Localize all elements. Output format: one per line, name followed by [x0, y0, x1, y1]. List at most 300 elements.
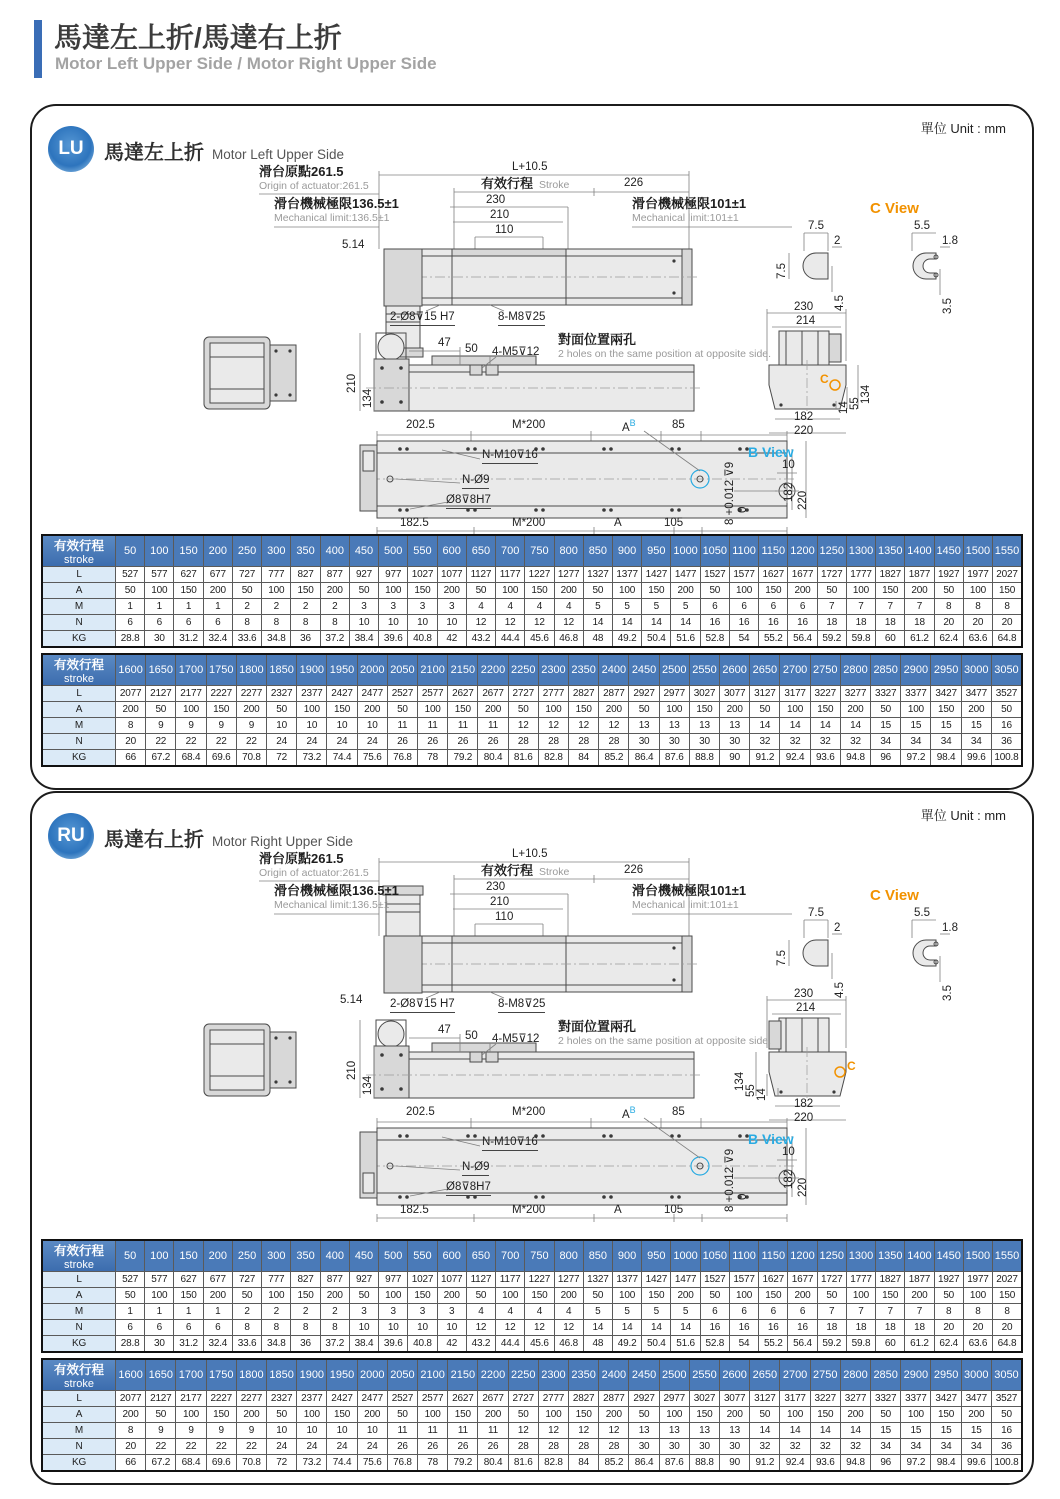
value-cell: 40.8: [408, 1336, 437, 1353]
value-cell: 100: [659, 1407, 689, 1423]
value-cell: 22: [236, 734, 266, 750]
stroke-column-header: 2050: [387, 654, 417, 686]
value-cell: 15: [871, 1423, 901, 1439]
stroke-column-header: 1050: [700, 535, 729, 567]
dim-5-14: 5.14: [340, 994, 363, 1006]
stroke-column-header: 1550: [993, 535, 1022, 567]
value-cell: 50: [349, 1288, 378, 1304]
value-cell: 15: [961, 1423, 991, 1439]
value-cell: 10: [297, 1423, 327, 1439]
value-cell: 12: [538, 718, 568, 734]
value-cell: 10: [408, 615, 437, 631]
stroke-column-header: 50: [116, 1240, 145, 1272]
value-cell: 24: [357, 1439, 387, 1455]
value-cell: 99.6: [961, 1455, 991, 1472]
dim-7-5: 7.5: [808, 220, 824, 232]
table-row: [42, 1336, 1022, 1353]
row-label-cell: N: [42, 1439, 116, 1455]
row-label-cell: KG: [42, 631, 116, 648]
stroke-column-header: 100: [145, 1240, 174, 1272]
dim-134-side: 134: [734, 1071, 746, 1091]
value-cell: 150: [810, 702, 840, 718]
value-cell: 36: [291, 1336, 320, 1353]
value-cell: 73.2: [297, 750, 327, 767]
value-cell: 100: [901, 1407, 931, 1423]
value-cell: 1227: [525, 1272, 554, 1288]
value-cell: 100: [538, 702, 568, 718]
value-cell: 6: [174, 1320, 203, 1336]
dim-4-5-vert: 4.5: [834, 982, 846, 998]
value-cell: 49.2: [612, 631, 641, 648]
value-cell: 45.6: [525, 1336, 554, 1353]
value-cell: 1377: [612, 567, 641, 583]
dim-m200-top: M*200: [512, 1106, 546, 1118]
c-view-label: C View: [870, 887, 919, 904]
value-cell: 1377: [612, 1272, 641, 1288]
value-cell: 32.4: [203, 631, 232, 648]
value-cell: 81.6: [508, 750, 538, 767]
value-cell: 96: [871, 750, 901, 767]
stroke-column-header: 1500: [963, 535, 992, 567]
value-cell: 50: [629, 1407, 659, 1423]
value-cell: 12: [525, 1320, 554, 1336]
value-cell: 55.2: [759, 1336, 788, 1353]
stroke-column-header: 2000: [357, 654, 387, 686]
stroke-column-header: 3000: [961, 1359, 991, 1391]
stroke-label-zh: 有效行程: [481, 176, 534, 191]
stroke-column-header: 700: [496, 535, 525, 567]
table-row: [42, 1320, 1022, 1336]
value-cell: 20: [993, 615, 1022, 631]
value-cell: 88.8: [689, 750, 719, 767]
stroke-column-header: 2750: [810, 654, 840, 686]
value-cell: 50: [583, 583, 612, 599]
stroke-column-header: 2700: [780, 1359, 810, 1391]
value-cell: 54: [729, 1336, 758, 1353]
stroke-column-header: 2650: [750, 654, 780, 686]
value-cell: 16: [788, 615, 817, 631]
dim-230: 230: [486, 881, 506, 893]
value-cell: 11: [478, 718, 508, 734]
value-cell: 150: [291, 1288, 320, 1304]
value-cell: 28: [508, 1439, 538, 1455]
tolerance-label: 8 +0.012 ⊽9: [724, 1148, 736, 1212]
value-cell: 22: [206, 1439, 236, 1455]
value-cell: 2077: [116, 686, 146, 702]
value-cell: 1577: [729, 1272, 758, 1288]
value-cell: 1: [145, 599, 174, 615]
value-cell: 14: [750, 718, 780, 734]
dim-55: 55: [745, 1084, 757, 1097]
value-cell: 2: [262, 599, 291, 615]
value-cell: 11: [448, 718, 478, 734]
value-cell: 51.6: [671, 631, 700, 648]
stroke-column-header: 1950: [327, 654, 357, 686]
stroke-column-header: 1800: [236, 654, 266, 686]
value-cell: 1527: [700, 1272, 729, 1288]
value-cell: 100: [846, 583, 875, 599]
value-cell: 5: [642, 599, 671, 615]
value-cell: 527: [116, 1272, 145, 1288]
value-cell: 22: [146, 1439, 176, 1455]
stroke-column-header: 1350: [876, 535, 905, 567]
stroke-column-header: 1700: [176, 654, 206, 686]
dim-l-stroke: L+10.5: [512, 161, 548, 173]
value-cell: 200: [116, 1407, 146, 1423]
dim-220-bottom: 220: [797, 490, 809, 510]
c-marker: C: [820, 372, 829, 386]
row-label-cell: A: [42, 1288, 116, 1304]
dim-182-side: 182: [794, 1098, 814, 1110]
value-cell: 200: [905, 1288, 934, 1304]
value-cell: 2: [320, 599, 349, 615]
value-cell: 627: [174, 1272, 203, 1288]
value-cell: 2977: [659, 1391, 689, 1407]
stroke-column-header: 1600: [116, 1359, 146, 1391]
stroke-column-header: 2000: [357, 1359, 387, 1391]
value-cell: 6: [145, 615, 174, 631]
value-cell: 4: [466, 1304, 495, 1320]
stroke-column-header: 500: [379, 1240, 408, 1272]
value-cell: 11: [418, 718, 448, 734]
stroke-column-header: 350: [291, 535, 320, 567]
row-label-cell: KG: [42, 750, 116, 767]
value-cell: 28.8: [116, 1336, 145, 1353]
value-cell: 61.2: [905, 631, 934, 648]
value-cell: 74.4: [327, 1455, 357, 1472]
stroke-column-header: 2400: [599, 1359, 629, 1391]
stroke-column-header: 1700: [176, 1359, 206, 1391]
value-cell: 98.4: [931, 750, 961, 767]
value-cell: 68.4: [176, 750, 206, 767]
stroke-column-header: 1900: [297, 654, 327, 686]
stroke-column-header: 1400: [905, 535, 934, 567]
value-cell: 200: [116, 702, 146, 718]
value-cell: 200: [437, 583, 466, 599]
ru-technical-drawing: [34, 848, 1022, 1226]
value-cell: 1077: [437, 1272, 466, 1288]
b-reference: B: [629, 418, 636, 428]
value-cell: 7: [846, 1304, 875, 1320]
value-cell: 50: [700, 583, 729, 599]
row-label-cell: L: [42, 1391, 116, 1407]
value-cell: 50: [508, 1407, 538, 1423]
value-cell: 3477: [961, 1391, 991, 1407]
value-cell: 75.6: [357, 1455, 387, 1472]
dim-5-5: 5.5: [914, 907, 930, 919]
value-cell: 1177: [496, 567, 525, 583]
value-cell: 1677: [788, 567, 817, 583]
value-cell: 13: [629, 718, 659, 734]
value-cell: 4: [496, 599, 525, 615]
table-row: [42, 1455, 1022, 1472]
mech-limit-left-zh: 滑台機械極限136.5±1: [274, 196, 399, 211]
value-cell: 50: [387, 1407, 417, 1423]
value-cell: 52.8: [700, 1336, 729, 1353]
stroke-column-header: 650: [466, 1240, 495, 1272]
value-cell: 24: [267, 734, 297, 750]
value-cell: 6: [174, 615, 203, 631]
value-cell: 150: [174, 583, 203, 599]
dim-202-5: 202.5: [406, 1106, 435, 1118]
value-cell: 50: [232, 1288, 261, 1304]
value-cell: 1: [203, 599, 232, 615]
value-cell: 22: [176, 734, 206, 750]
value-cell: 150: [642, 1288, 671, 1304]
value-cell: 4: [525, 1304, 554, 1320]
value-cell: 28: [569, 734, 599, 750]
ru-stroke-table-1: [41, 1239, 1023, 1353]
value-cell: 18: [905, 615, 934, 631]
table-row: [42, 702, 1022, 718]
stroke-column-header: 500: [379, 535, 408, 567]
value-cell: 22: [236, 1439, 266, 1455]
value-cell: 6: [203, 1320, 232, 1336]
value-cell: 14: [671, 615, 700, 631]
value-cell: 11: [418, 1423, 448, 1439]
value-cell: 2927: [629, 1391, 659, 1407]
value-cell: 150: [642, 583, 671, 599]
value-cell: 150: [876, 583, 905, 599]
dim-214: 214: [796, 315, 816, 327]
stroke-column-header: 400: [320, 535, 349, 567]
value-cell: 1527: [700, 567, 729, 583]
value-cell: 50: [700, 1288, 729, 1304]
value-cell: 6: [203, 615, 232, 631]
value-cell: 34: [961, 1439, 991, 1455]
value-cell: 200: [961, 702, 991, 718]
value-cell: 1177: [496, 1272, 525, 1288]
value-cell: 22: [206, 734, 236, 750]
n-m10-label: N-M10⊽16: [482, 449, 538, 464]
value-cell: 150: [931, 1407, 961, 1423]
value-cell: 2: [262, 1304, 291, 1320]
value-cell: 5: [583, 599, 612, 615]
value-cell: 150: [569, 702, 599, 718]
dim-2: 2: [834, 235, 841, 247]
value-cell: 3227: [810, 686, 840, 702]
value-cell: 4: [496, 1304, 525, 1320]
value-cell: 9: [206, 1423, 236, 1439]
value-cell: 1877: [905, 1272, 934, 1288]
value-cell: 10: [437, 1320, 466, 1336]
value-cell: 18: [846, 1320, 875, 1336]
value-cell: 94.8: [840, 750, 870, 767]
stroke-column-header: 1550: [993, 1240, 1022, 1272]
value-cell: 7: [905, 1304, 934, 1320]
dim-134-vert: 134: [362, 1075, 374, 1095]
value-cell: 1777: [846, 1272, 875, 1288]
dim-105: 105: [664, 517, 684, 529]
dim-14: 14: [838, 401, 850, 414]
value-cell: 59.2: [817, 631, 846, 648]
value-cell: 14: [642, 615, 671, 631]
value-cell: 200: [671, 583, 700, 599]
value-cell: 3227: [810, 1391, 840, 1407]
holes-4-m5-label: 4-M5⊽12: [492, 346, 540, 358]
value-cell: 20: [934, 1320, 963, 1336]
value-cell: 50: [466, 583, 495, 599]
value-cell: 33.6: [232, 631, 261, 648]
value-cell: 15: [931, 718, 961, 734]
stroke-column-header: 1650: [146, 654, 176, 686]
value-cell: 39.6: [379, 1336, 408, 1353]
value-cell: 50: [750, 702, 780, 718]
value-cell: 827: [291, 567, 320, 583]
value-cell: 30: [659, 734, 689, 750]
holes-2-o8-label: 2-Ø8⊽15 H7: [390, 998, 455, 1013]
value-cell: 34: [901, 1439, 931, 1455]
value-cell: 45.6: [525, 631, 554, 648]
dim-182-5: 182.5: [400, 517, 429, 529]
value-cell: 10: [267, 1423, 297, 1439]
stroke-column-header: 450: [349, 535, 378, 567]
dim-105: 105: [664, 1204, 684, 1216]
value-cell: 2777: [538, 1391, 568, 1407]
o8-8h7-label: Ø8⊽8H7: [446, 494, 491, 509]
value-cell: 32: [780, 734, 810, 750]
row-label-cell: L: [42, 1272, 116, 1288]
panel-title-zh: 馬達右上折: [104, 829, 204, 851]
value-cell: 2577: [418, 1391, 448, 1407]
value-cell: 18: [817, 615, 846, 631]
mech-limit-left-zh: 滑台機械極限136.5±1: [274, 883, 399, 898]
value-cell: 6: [788, 1304, 817, 1320]
value-cell: 2277: [236, 1391, 266, 1407]
stroke-label-zh: 有效行程: [481, 863, 534, 878]
row-label-cell: KG: [42, 1336, 116, 1353]
stroke-column-header: 700: [496, 1240, 525, 1272]
value-cell: 30: [629, 734, 659, 750]
title-accent-bar: [34, 20, 42, 78]
value-cell: 200: [320, 1288, 349, 1304]
value-cell: 2827: [569, 1391, 599, 1407]
dim-230-side: 230: [794, 301, 814, 313]
value-cell: 50: [934, 1288, 963, 1304]
stroke-column-header: 1650: [146, 1359, 176, 1391]
value-cell: 51.6: [671, 1336, 700, 1353]
value-cell: 100: [963, 1288, 992, 1304]
dim-134-vert: 134: [362, 388, 374, 408]
stroke-column-header: 1850: [267, 654, 297, 686]
stroke-column-header: 1400: [905, 1240, 934, 1272]
value-cell: 2077: [116, 1391, 146, 1407]
value-cell: 2: [291, 599, 320, 615]
panel-motor-right-upper: [30, 791, 1034, 1485]
value-cell: 1627: [759, 1272, 788, 1288]
value-cell: 79.2: [448, 750, 478, 767]
stroke-column-header: 2500: [659, 654, 689, 686]
stroke-column-header: 3000: [961, 654, 991, 686]
value-cell: 97.2: [901, 1455, 931, 1472]
value-cell: 44.4: [496, 1336, 525, 1353]
value-cell: 24: [357, 734, 387, 750]
lu-technical-drawing: [34, 161, 1022, 539]
stroke-column-header: 2550: [689, 1359, 719, 1391]
value-cell: 200: [599, 1407, 629, 1423]
table-header-row: [42, 1359, 1022, 1391]
value-cell: 150: [291, 583, 320, 599]
value-cell: 3327: [871, 1391, 901, 1407]
n-o9-label: N-Ø9: [462, 474, 489, 489]
value-cell: 150: [448, 702, 478, 718]
dim-50: 50: [465, 343, 478, 355]
value-cell: 39.6: [379, 631, 408, 648]
dim-7-5: 7.5: [808, 907, 824, 919]
value-cell: 1327: [583, 1272, 612, 1288]
value-cell: 4: [554, 599, 583, 615]
value-cell: 12: [508, 718, 538, 734]
value-cell: 5: [671, 1304, 700, 1320]
value-cell: 20: [116, 1439, 146, 1455]
stroke-column-header: 2600: [720, 1359, 750, 1391]
value-cell: 1: [116, 1304, 145, 1320]
table-row: [42, 615, 1022, 631]
value-cell: 50: [232, 583, 261, 599]
value-cell: 100: [846, 1288, 875, 1304]
dim-47: 47: [438, 1024, 451, 1036]
value-cell: 1827: [876, 1272, 905, 1288]
value-cell: 16: [991, 718, 1022, 734]
value-cell: 22: [146, 734, 176, 750]
value-cell: 150: [206, 702, 236, 718]
stroke-column-header: 350: [291, 1240, 320, 1272]
value-cell: 3027: [689, 686, 719, 702]
stroke-column-header: 2350: [569, 1359, 599, 1391]
value-cell: 150: [689, 702, 719, 718]
value-cell: 100: [176, 1407, 206, 1423]
value-cell: 2727: [508, 1391, 538, 1407]
value-cell: 10: [327, 1423, 357, 1439]
value-cell: 2277: [236, 686, 266, 702]
value-cell: 5: [642, 1304, 671, 1320]
value-cell: 12: [599, 1423, 629, 1439]
stroke-column-header: 1900: [297, 1359, 327, 1391]
stroke-column-header: 2650: [750, 1359, 780, 1391]
stroke-column-header: 950: [642, 1240, 671, 1272]
value-cell: 3: [408, 1304, 437, 1320]
table-row: [42, 1288, 1022, 1304]
tolerance-zero: 0: [737, 506, 749, 513]
value-cell: 16: [700, 1320, 729, 1336]
value-cell: 86.4: [629, 1455, 659, 1472]
value-cell: 977: [379, 567, 408, 583]
value-cell: 577: [145, 1272, 174, 1288]
lu-stroke-table-2: [41, 653, 1023, 767]
value-cell: 84: [569, 750, 599, 767]
value-cell: 1977: [963, 567, 992, 583]
value-cell: 3277: [840, 1391, 870, 1407]
value-cell: 49.2: [612, 1336, 641, 1353]
value-cell: 18: [846, 615, 875, 631]
value-cell: 8: [963, 1304, 992, 1320]
value-cell: 11: [387, 1423, 417, 1439]
value-cell: 90: [720, 1455, 750, 1472]
dim-226: 226: [624, 864, 644, 876]
value-cell: 3: [379, 599, 408, 615]
value-cell: 82.8: [538, 1455, 568, 1472]
dim-210: 210: [490, 209, 510, 221]
tolerance-label: 8 +0.012 ⊽9: [724, 461, 736, 525]
stroke-column-header: 2300: [538, 1359, 568, 1391]
value-cell: 24: [327, 734, 357, 750]
value-cell: 30: [659, 1439, 689, 1455]
dim-182-side: 182: [794, 411, 814, 423]
value-cell: 777: [262, 567, 291, 583]
value-cell: 15: [901, 1423, 931, 1439]
holes-8-m8-label: 8-M8⊽25: [498, 311, 545, 326]
value-cell: 527: [116, 567, 145, 583]
